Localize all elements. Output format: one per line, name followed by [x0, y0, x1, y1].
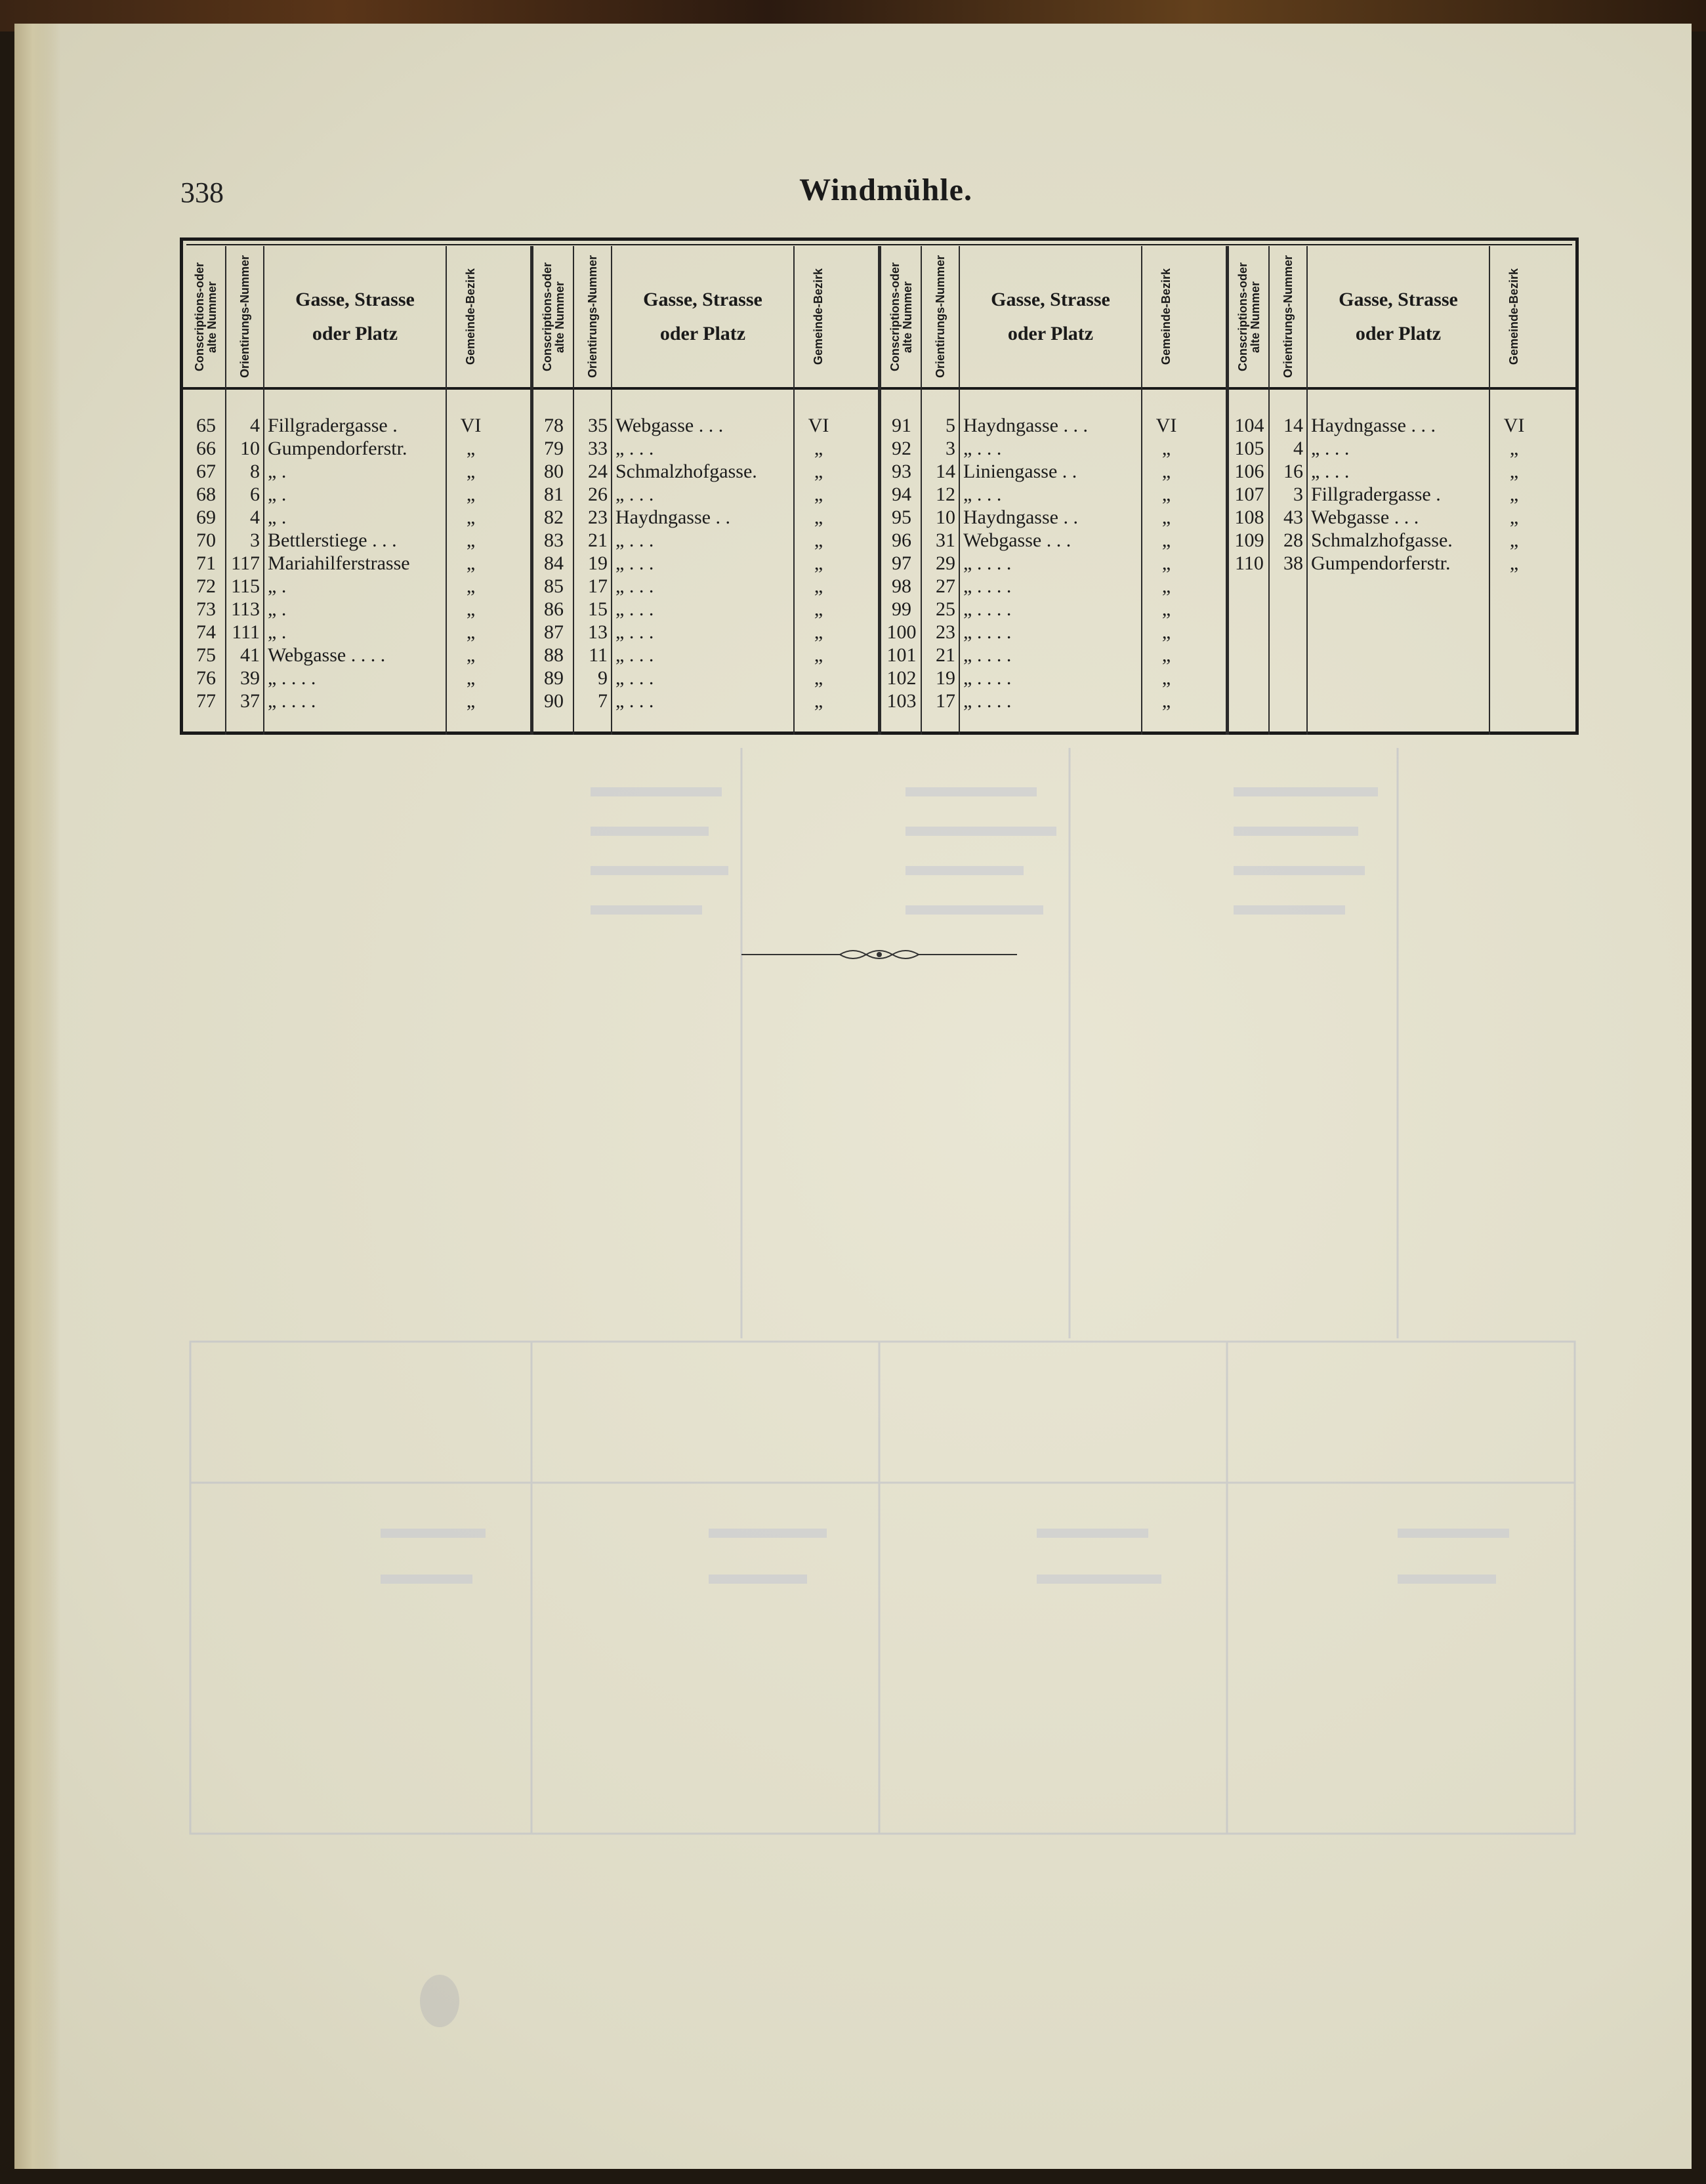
orientirung-number: 17 — [588, 575, 608, 597]
conscription-number: 74 — [196, 621, 216, 643]
orientirung-number: 11 — [589, 644, 608, 666]
orientirung-number: 21 — [936, 644, 955, 666]
conscription-number: 94 — [892, 484, 911, 505]
district: „ — [466, 484, 476, 505]
orientirung-number: 115 — [231, 575, 260, 597]
orientirung-number: 13 — [588, 621, 608, 643]
orientirung-number: 24 — [588, 461, 608, 482]
street-name: Haydngasse . . — [615, 506, 730, 528]
street-name: „ . . . — [1311, 461, 1350, 482]
conscription-number: 80 — [544, 461, 564, 482]
group-rule — [1226, 246, 1229, 735]
conscription-number: 109 — [1234, 529, 1264, 551]
conscription-number: 101 — [886, 644, 917, 666]
header-conscriptions-number: Conscriptions-oder alte Nummer — [888, 262, 914, 371]
district: „ — [814, 644, 823, 666]
orientirung-number: 19 — [588, 552, 608, 574]
district: „ — [814, 690, 823, 712]
district: „ — [1161, 667, 1171, 689]
district: „ — [1161, 621, 1171, 643]
orientirung-number: 14 — [1283, 415, 1303, 436]
district: „ — [466, 690, 476, 712]
street-name: Mariahilferstrasse — [268, 552, 410, 574]
street-name: „ . . . . — [963, 575, 1012, 597]
district: „ — [1161, 552, 1171, 574]
district: „ — [1161, 644, 1171, 666]
conscription-number: 70 — [196, 529, 216, 551]
conscription-number: 79 — [544, 438, 564, 459]
conscription-number: 81 — [544, 484, 564, 505]
district: „ — [1161, 438, 1171, 459]
street-name: „ . . . — [615, 484, 654, 505]
conscription-number: 65 — [196, 415, 216, 436]
district: „ — [1161, 529, 1171, 551]
street-name: „ . . . — [615, 438, 654, 459]
street-name: „ . . . — [615, 667, 654, 689]
conscription-number: 88 — [544, 644, 564, 666]
orientirung-number: 117 — [231, 552, 260, 574]
conscription-number: 68 — [196, 484, 216, 505]
orientirung-number: 23 — [936, 621, 955, 643]
district: „ — [466, 506, 476, 528]
district: „ — [1161, 598, 1171, 620]
orientirung-number: 4 — [250, 506, 260, 528]
header-street-name: Gasse, Strasse oder Platz — [991, 288, 1110, 344]
street-name: Haydngasse . . . — [963, 415, 1088, 436]
orientirung-number: 4 — [1293, 438, 1303, 459]
district: „ — [466, 644, 476, 666]
conscription-number: 87 — [544, 621, 564, 643]
conscription-number: 73 — [196, 598, 216, 620]
district: „ — [1161, 690, 1171, 712]
header-orientirungs-number-cell — [1269, 246, 1307, 387]
conscription-number: 102 — [886, 667, 917, 689]
group-rule — [878, 246, 881, 735]
orientirung-number: 16 — [1283, 461, 1303, 482]
district: „ — [814, 667, 823, 689]
conscription-number: 72 — [196, 575, 216, 597]
header-conscriptions-number: Conscriptions-oder alte Nummer — [541, 262, 566, 371]
header-conscriptions-number-cell — [186, 246, 226, 387]
street-name: „ . . . — [963, 484, 1002, 505]
district: VI — [1503, 415, 1525, 436]
page-number: 338 — [180, 176, 224, 209]
street-name: Webgasse . . . — [1311, 506, 1419, 528]
conscription-number: 103 — [886, 690, 917, 712]
orientirung-number: 12 — [936, 484, 955, 505]
street-name: „ . . . . — [963, 598, 1012, 620]
conscription-number: 69 — [196, 506, 216, 528]
street-name: „ . . . — [615, 690, 654, 712]
street-name: Fillgradergasse . — [268, 415, 398, 436]
street-name: „ . — [268, 461, 287, 482]
ornamental-divider — [741, 945, 1017, 964]
street-name: „ . — [268, 506, 287, 528]
conscription-number: 104 — [1234, 415, 1264, 436]
conscription-number: 108 — [1234, 506, 1264, 528]
header-orientirungs-number-cell — [573, 246, 612, 387]
street-name: „ . . . . — [963, 690, 1012, 712]
orientirung-number: 8 — [250, 461, 260, 482]
district: „ — [814, 621, 823, 643]
conscription-number: 100 — [886, 621, 917, 643]
orientirung-number: 43 — [1283, 506, 1303, 528]
street-name: Webgasse . . . . — [268, 644, 386, 666]
orientirung-number: 23 — [588, 506, 608, 528]
header-orientirungs-number-cell — [226, 246, 264, 387]
district: „ — [1509, 552, 1519, 574]
orientirung-number: 111 — [232, 621, 260, 643]
header-street-name-cell — [264, 246, 446, 387]
street-name: „ . . . — [615, 621, 654, 643]
street-name: „ . . . . — [268, 690, 316, 712]
street-name: Gumpendorferstr. — [1311, 552, 1451, 574]
header-orientirungs-number-cell — [921, 246, 959, 387]
orientirung-number: 28 — [1283, 529, 1303, 551]
header-conscriptions-number: Conscriptions-oder alte Nummer — [1236, 262, 1262, 371]
conscription-number: 66 — [196, 438, 216, 459]
group-rule — [530, 246, 533, 735]
orientirung-number: 39 — [240, 667, 260, 689]
street-name: „ . . . . — [963, 644, 1012, 666]
orientirung-number: 10 — [240, 438, 260, 459]
street-name: „ . . . — [1311, 438, 1350, 459]
district: „ — [466, 621, 476, 643]
orientirung-number: 26 — [588, 484, 608, 505]
orientirung-number: 10 — [936, 506, 955, 528]
district: „ — [1161, 506, 1171, 528]
orientirung-number: 31 — [936, 529, 955, 551]
header-street-name: Gasse, Strasse oder Platz — [643, 288, 762, 344]
orientirung-number: 3 — [946, 438, 955, 459]
orientirung-number: 27 — [936, 575, 955, 597]
district: „ — [1161, 461, 1171, 482]
district: „ — [1509, 484, 1519, 505]
orientirung-number: 21 — [588, 529, 608, 551]
street-name: „ . . . . — [268, 667, 316, 689]
orientirung-number: 19 — [936, 667, 955, 689]
street-name: „ . — [268, 484, 287, 505]
orientirung-number: 38 — [1283, 552, 1303, 574]
street-name: „ . — [268, 598, 287, 620]
conscription-number: 106 — [1234, 461, 1264, 482]
orientirung-number: 5 — [946, 415, 955, 436]
header-street-name: Gasse, Strasse oder Platz — [295, 288, 415, 344]
header-conscriptions-number-cell — [882, 246, 921, 387]
conscription-number: 99 — [892, 598, 911, 620]
district: „ — [814, 552, 823, 574]
header-street-name: Gasse, Strasse oder Platz — [1339, 288, 1458, 344]
conscription-number: 90 — [544, 690, 564, 712]
street-name: „ . . . — [963, 438, 1002, 459]
street-name: Liniengasse . . — [963, 461, 1077, 482]
conscription-number: 75 — [196, 644, 216, 666]
street-name: „ . . . — [615, 598, 654, 620]
conscription-number: 98 — [892, 575, 911, 597]
district: „ — [466, 598, 476, 620]
paper-stain — [420, 1975, 459, 2027]
orientirung-number: 25 — [936, 598, 955, 620]
street-name: „ . . . — [615, 644, 654, 666]
district: „ — [1161, 575, 1171, 597]
header-conscriptions-number-cell — [1230, 246, 1269, 387]
conscription-number: 93 — [892, 461, 911, 482]
district: VI — [808, 415, 829, 436]
street-name: Bettlerstiege . . . — [268, 529, 397, 551]
conscription-number: 96 — [892, 529, 911, 551]
header-orientirungs-number: Orientirungs-Nummer — [585, 255, 599, 379]
district: „ — [814, 575, 823, 597]
district: „ — [814, 438, 823, 459]
street-name: „ . . . — [615, 575, 654, 597]
orientirung-number: 7 — [598, 690, 608, 712]
conscription-number: 97 — [892, 552, 911, 574]
orientirung-number: 15 — [588, 598, 608, 620]
district: „ — [466, 575, 476, 597]
header-district-cell — [446, 246, 495, 387]
orientirung-number: 37 — [240, 690, 260, 712]
page-binding-shadow — [14, 24, 60, 2169]
orientirung-number: 6 — [250, 484, 260, 505]
orientirung-number: 41 — [240, 644, 260, 666]
conscription-number: 107 — [1234, 484, 1264, 505]
orientirung-number: 35 — [588, 415, 608, 436]
header-conscriptions-number: Conscriptions-oder alte Nummer — [193, 262, 218, 371]
district: „ — [466, 667, 476, 689]
street-name: Fillgradergasse . — [1311, 484, 1441, 505]
header-conscriptions-number-cell — [534, 246, 573, 387]
street-name: Schmalzhofgasse. — [615, 461, 757, 482]
orientirung-number: 4 — [250, 415, 260, 436]
district: VI — [1155, 415, 1177, 436]
district: „ — [1509, 529, 1519, 551]
header-district: Gemeinde-Bezirk — [812, 268, 825, 365]
orientirung-number: 3 — [250, 529, 260, 551]
conscription-number: 76 — [196, 667, 216, 689]
district: „ — [814, 484, 823, 505]
header-orientirungs-number: Orientirungs-Nummer — [933, 255, 947, 379]
header-district-cell — [1142, 246, 1191, 387]
conscription-number: 91 — [892, 415, 911, 436]
conscription-number: 110 — [1235, 552, 1264, 574]
district: „ — [466, 438, 476, 459]
district: „ — [466, 529, 476, 551]
street-name: Schmalzhofgasse. — [1311, 529, 1453, 551]
header-street-name-cell — [612, 246, 794, 387]
conscription-number: 85 — [544, 575, 564, 597]
street-name: Haydngasse . . — [963, 506, 1078, 528]
street-name: „ . — [268, 575, 287, 597]
header-district: Gemeinde-Bezirk — [1507, 268, 1521, 365]
conscription-number: 78 — [544, 415, 564, 436]
district: „ — [1509, 438, 1519, 459]
district: „ — [466, 461, 476, 482]
orientirung-number: 14 — [936, 461, 955, 482]
street-name: Webgasse . . . — [615, 415, 724, 436]
conscription-number: 86 — [544, 598, 564, 620]
orientirung-number: 113 — [231, 598, 260, 620]
district: „ — [814, 461, 823, 482]
orientirung-number: 29 — [936, 552, 955, 574]
header-orientirungs-number: Orientirungs-Nummer — [1281, 255, 1295, 379]
district: „ — [814, 598, 823, 620]
conscription-number: 84 — [544, 552, 564, 574]
orientirung-number: 9 — [598, 667, 608, 689]
conscription-number: 71 — [196, 552, 216, 574]
header-street-name-cell — [959, 246, 1142, 387]
conscription-number: 92 — [892, 438, 911, 459]
street-name: „ . . . — [615, 529, 654, 551]
orientirung-number: 3 — [1293, 484, 1303, 505]
header-district-cell — [794, 246, 843, 387]
district: VI — [460, 415, 482, 436]
conscription-number: 82 — [544, 506, 564, 528]
header-street-name-cell — [1307, 246, 1489, 387]
street-name: „ . . . . — [963, 552, 1012, 574]
district: „ — [1509, 506, 1519, 528]
header-district: Gemeinde-Bezirk — [1159, 268, 1173, 365]
header-district: Gemeinde-Bezirk — [464, 268, 478, 365]
conscription-number: 77 — [196, 690, 216, 712]
district: „ — [814, 506, 823, 528]
conscription-number: 67 — [196, 461, 216, 482]
district: „ — [1509, 461, 1519, 482]
header-district-cell — [1489, 246, 1539, 387]
district: „ — [466, 552, 476, 574]
street-name: „ . — [268, 621, 287, 643]
street-name: Haydngasse . . . — [1311, 415, 1436, 436]
conscription-number: 105 — [1234, 438, 1264, 459]
street-name: „ . . . . — [963, 621, 1012, 643]
street-name: Webgasse . . . — [963, 529, 1071, 551]
street-name: Gumpendorferstr. — [268, 438, 407, 459]
conscription-number: 95 — [892, 506, 911, 528]
conscription-number: 89 — [544, 667, 564, 689]
district: „ — [814, 529, 823, 551]
header-orientirungs-number: Orientirungs-Nummer — [238, 255, 251, 379]
street-name: „ . . . — [615, 552, 654, 574]
orientirung-number: 17 — [936, 690, 955, 712]
conscription-number: 83 — [544, 529, 564, 551]
street-name: „ . . . . — [963, 667, 1012, 689]
district: „ — [1161, 484, 1171, 505]
page-title: Windmühle. — [799, 173, 972, 207]
orientirung-number: 33 — [588, 438, 608, 459]
